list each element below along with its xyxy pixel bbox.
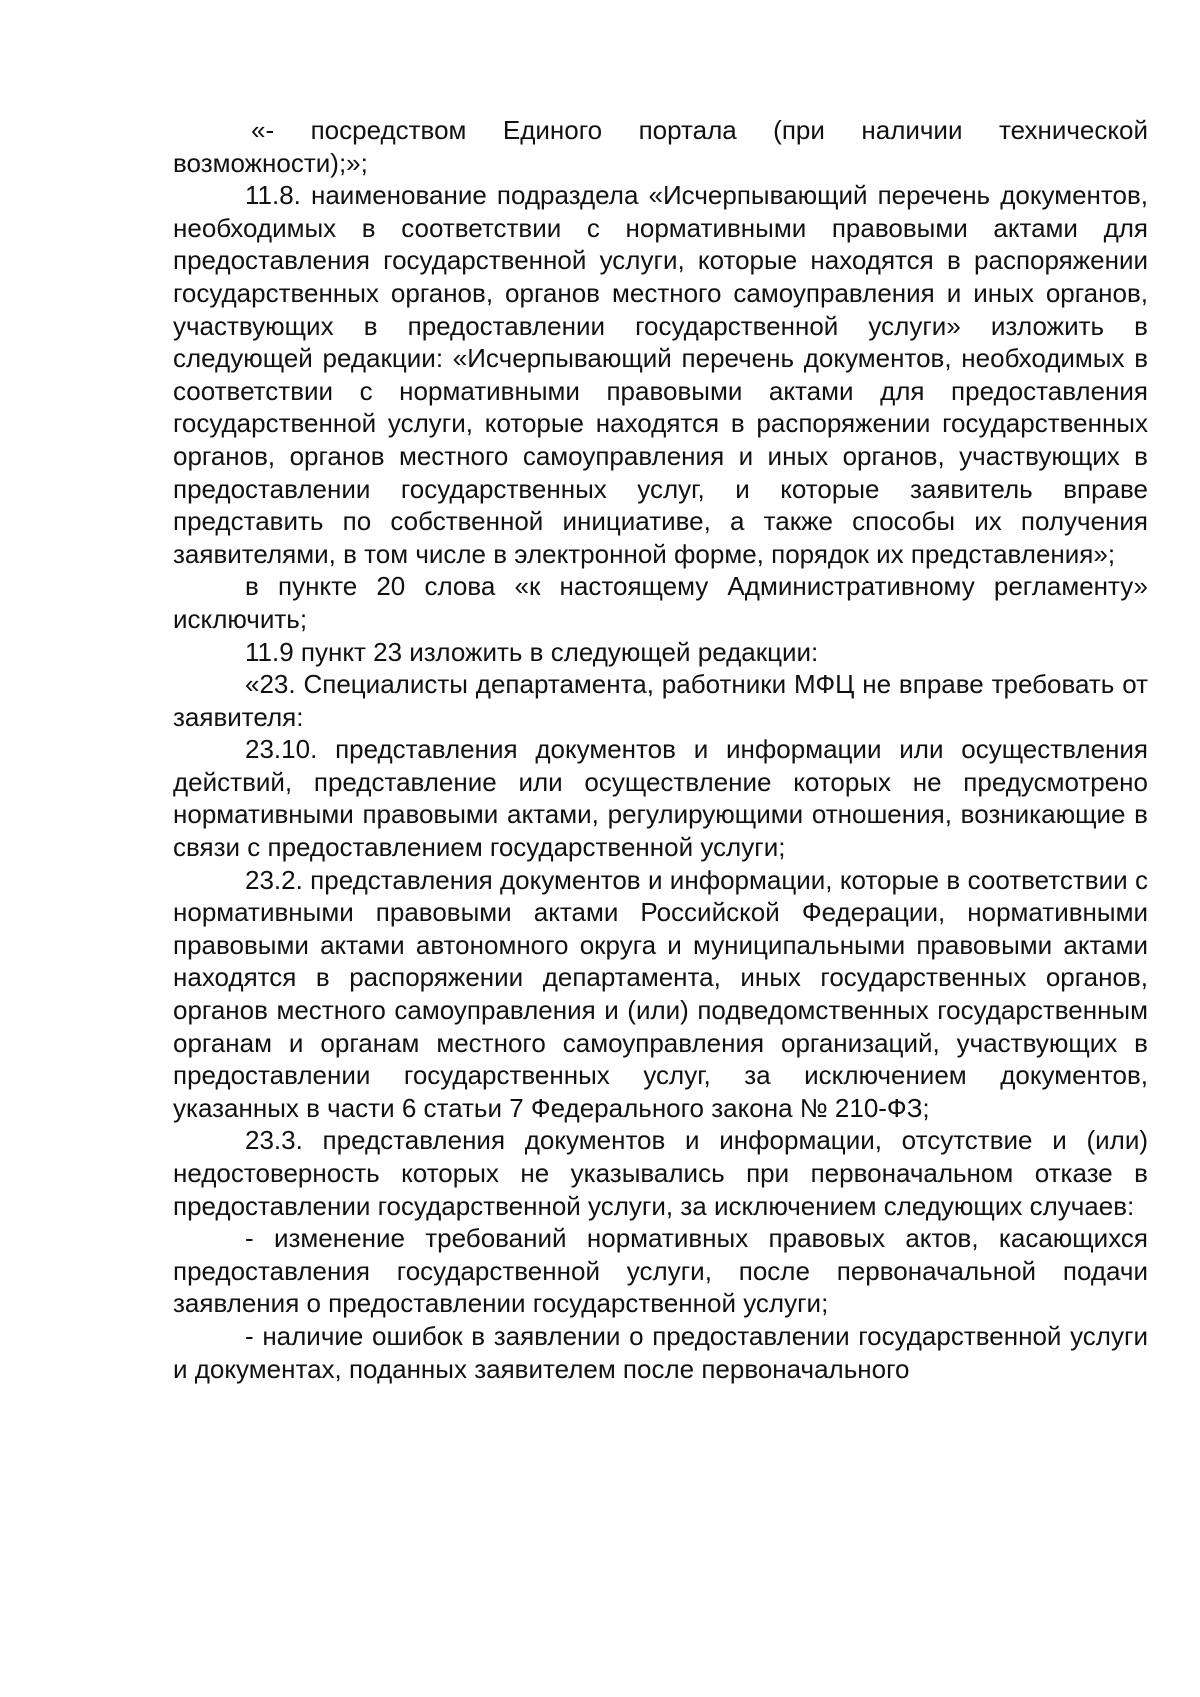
paragraph-item-20-exclusion: в пункте 20 слова «к настоящему Административному регламенту» исключить; [173,571,1148,634]
paragraph-item-11-8: 11.8. наименование подраздела «Исчерпывающий перечень документов, необходимых в соответствии с нормативными правовыми актами для предоставления государственной услуги, которые находятся в распоряжении государственных органов, органов местного самоуправления и иных органов, участвующих в предоставлении государственной услуги» изложить в следующей редакции: «Исчерпывающий перечень документов, необходимых в соответствии с нормативными правовыми актами для предоставления государственной услуги, которые находятся в распоряжении государственных органов, органов местного самоуправления и иных органов, участвующих в предоставлении государственных услуг, и которые заявитель вправе представить по собственной инициативе, а также способы их получения заявителями, в том числе в электронной форме, порядок их представления»; [173,180,1148,569]
paragraph-portal-clause: «- посредством Единого портала (при наличии технической возможности);»; [173,115,1148,178]
paragraph-item-23-2: 23.2. представления документов и информации, которые в соответствии с нормативными правовыми актами Российской Федерации, нормативными правовыми актами автономного округа и муниципальными правовыми актами находятся в распоряжении департамента, иных государственных органов, органов местного самоуправления и (или) подведомственных государственным органам и органам местного самоуправления организаций, участвующих в предоставлении государственных услуг, за исключением документов, указанных в части 6 статьи 7 Федерального закона № 210-ФЗ; [173,864,1148,1123]
document-body [173,114,1148,1385]
paragraph-exception-requirements-change: - изменение требований нормативных правовых актов, касающихся предоставления государственной услуги, после первоначальной подачи заявления о предоставлении государственной услуги; [173,1223,1148,1319]
paragraph-exception-errors: - наличие ошибок в заявлении о предоставлении государственной услуги и документах, поданных заявителем после первоначального [173,1320,1148,1384]
paragraph-item-23-3: 23.3. представления документов и информации, отсутствие и (или) недостоверность которых не указывались при первоначальном отказе в предоставлении государственной услуги, за исключением следующих случаев: [173,1125,1148,1221]
paragraph-item-11-9: 11.9 пункт 23 изложить в следующей редакции: [245,636,819,667]
paragraph-item-23-10: 23.10. представления документов и информации или осуществления действий, представление или осуществление которых не предусмотрено нормативными правовыми актами, регулирующими отношения, возникающие в связи с предоставлением государственной услуги; [173,734,1148,863]
paragraph-item-23-intro: «23. Специалисты департамента, работники МФЦ не вправе требовать от заявителя: [173,669,1148,732]
